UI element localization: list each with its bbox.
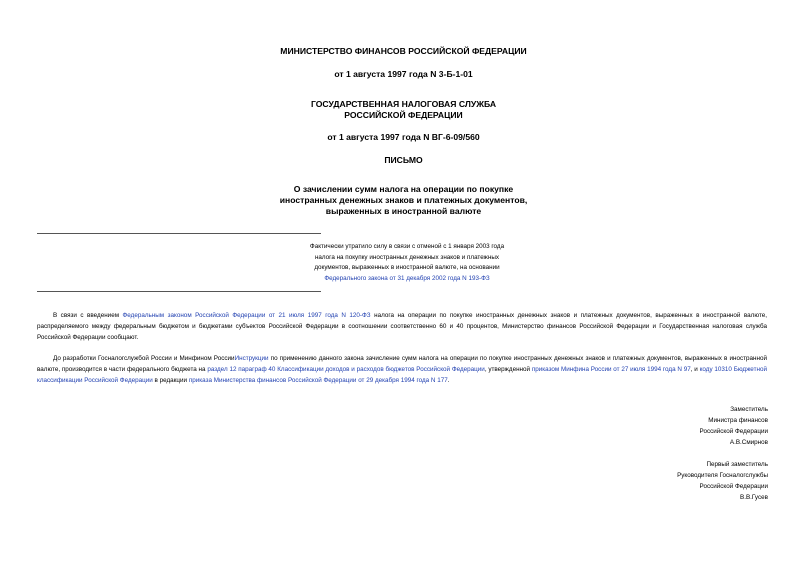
signature-1-line1: Заместитель <box>730 406 768 413</box>
budget-classification-section-link[interactable]: раздел 12 параграф 40 Классификации доходов и расходов бюджетов Российской Федерации <box>207 366 485 373</box>
body-paragraph-2 <box>37 353 767 386</box>
signature-block-2 <box>677 459 768 503</box>
service-title-line2: РОССИЙСКОЙ ФЕДЕРАЦИИ <box>344 110 463 120</box>
subject-line1: О зачислении сумм налога на операции по покупке <box>293 184 514 194</box>
bottom-divider <box>37 291 321 292</box>
signature-block-1 <box>700 404 768 448</box>
service-title-line1: ГОСУДАРСТВЕННАЯ НАЛОГОВАЯ СЛУЖБА <box>310 99 497 109</box>
signature-2-line2: Руководителя Госналогслужбы <box>677 472 768 479</box>
p2-text-d: , и <box>690 366 700 373</box>
subject-line2: иностранных денежных знаков и платежных документов, <box>279 195 528 205</box>
federal-law-120-link[interactable]: Федеральным законом Российской Федерации от 21 июля 1997 года N 120-ФЗ <box>122 312 371 319</box>
federal-law-193-link[interactable]: Федерального закона от 31 декабря 2002 года N 193-ФЗ <box>324 274 490 282</box>
subject-line3: выраженных в иностранной валюте <box>325 206 482 216</box>
code-10310-link[interactable]: коду 10310 Бюджетной классификации Российской Федерации <box>37 366 767 384</box>
p2-text-c: , утвержденной <box>484 366 532 373</box>
p2-text-e: в редакции <box>152 377 189 384</box>
status-note-line4 <box>262 274 552 285</box>
status-note-line3: документов, выраженных в иностранной валюте, на основании <box>314 264 500 271</box>
p2-text-a: До разработки Госналогслужбой России и Минфином России <box>53 355 235 362</box>
document-type: ПИСЬМО <box>384 155 423 165</box>
signature-2-name: В.В.Гусев <box>740 494 768 501</box>
service-date: от 1 августа 1997 года N ВГ-6-09/560 <box>327 132 480 142</box>
top-divider <box>37 233 321 234</box>
p2-text-b: по применению данного закона зачисление сумм налога на операции по покупке иностранных денежных знаков и платежных документов, выраженных в иностранной валюте, производится в части федерального бюджета на <box>37 355 767 373</box>
p1-text-a: В связи с введением <box>53 312 123 319</box>
signature-1-line3: Российской Федерации <box>699 428 768 435</box>
signature-2-line3: Российской Федерации <box>699 483 768 490</box>
body-paragraph-1 <box>37 310 767 343</box>
ministry-title: МИНИСТЕРСТВО ФИНАНСОВ РОССИЙСКОЙ ФЕДЕРАЦИИ <box>280 46 527 56</box>
signature-2-line1: Первый заместитель <box>706 461 768 468</box>
p1-text-b: налога на операции по покупке иностранных денежных знаков и платежных документов, выраженных в иностранной валюте, распределяемого между федеральным бюджетом и бюджетами субъектов Российской Федерации в соотношении соответственно 60 и 40 процентов, Министерство финансов Российской Федерации и Государственная налоговая служба Российской Федерации сообщают. <box>37 312 768 341</box>
order-177-link[interactable]: приказа Министерства финансов Российской Федерации от 29 декабря 1994 года N 177 <box>188 377 448 384</box>
p2-text-f: . <box>447 377 450 384</box>
status-note-line1: Фактически утратило силу в связи с отменой с 1 января 2003 года <box>309 243 505 250</box>
signature-1-line2: Министра финансов <box>708 417 768 424</box>
signature-1-name: А.В.Смирнов <box>729 439 768 446</box>
status-note-line2: налога на покупку иностранных денежных знаков и платежных <box>314 253 500 261</box>
instruction-link[interactable]: Инструкции <box>234 355 269 362</box>
ministry-date: от 1 августа 1997 года N 3-Б-1-01 <box>334 69 473 79</box>
order-97-link[interactable]: приказом Минфина России от 27 июля 1994 года N 97 <box>531 366 691 373</box>
